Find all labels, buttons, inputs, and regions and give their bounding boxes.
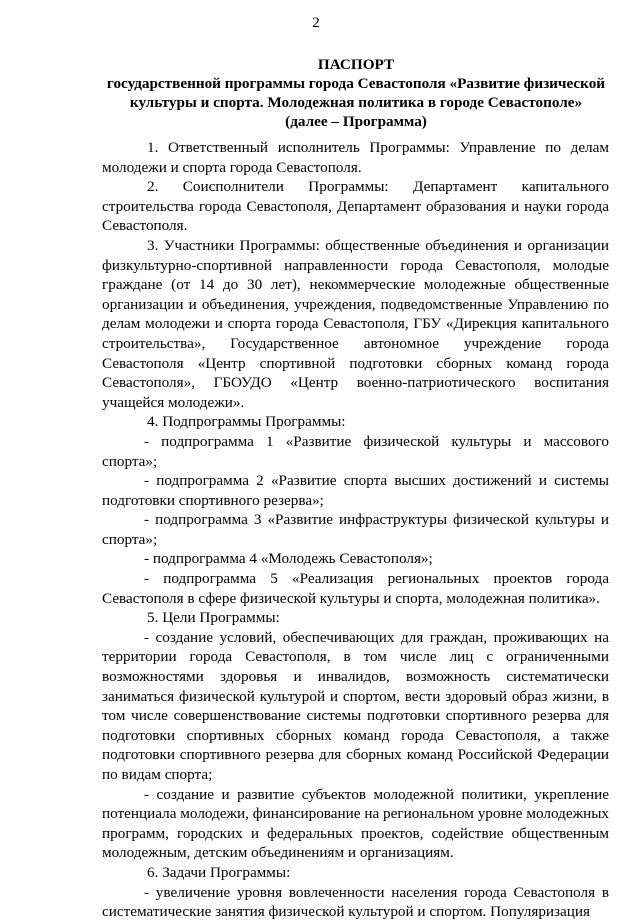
paragraph-responsible-executor: 1. Ответственный исполнитель Программы: Управление по делам молодежи и спорта города Севастополя.	[102, 139, 609, 176]
page-number: 2	[312, 15, 320, 31]
document-body	[102, 138, 609, 922]
title-line-2: государственной программы города Севастополя «Развитие физической	[106, 75, 606, 92]
paragraph-goals-heading: 5. Цели Программы:	[147, 609, 280, 627]
list-item-goal-1: - создание условий, обеспечивающих для граждан, проживающих на территории города Севастополя, в том числе лиц с ограниченными возможностями здоровья и инвалидов, возможность систематически заниматься физической культурой и спортом, вести здоровый образ жизни, в том числе совершенствование системы подготовки спортивного резерва для подготовки спортивных сборных команд города Севастополя, а также подготовки спортивного резерва для сборных команд Российской Федерации по видам спорта;	[102, 628, 609, 783]
list-item-subprogram-3: - подпрограмма 3 «Развитие инфраструктуры физической культуры и спорта»;	[102, 511, 609, 548]
list-item-subprogram-2: - подпрограмма 2 «Развитие спорта высших достижений и системы подготовки спортивного резерва»;	[102, 472, 609, 509]
list-item-task-1: - увеличение уровня вовлеченности населения города Севастополя в систематические занятия физической культурой и спортом. Популяризация	[102, 883, 609, 921]
list-item-subprogram-5: - подпрограмма 5 «Реализация региональных проектов города Севастополя в сфере физической культуры и спорта, молодежная политика».	[102, 570, 609, 607]
title-line-1: ПАСПОРТ	[317, 56, 395, 73]
list-item-subprogram-1: - подпрограмма 1 «Развитие физической культуры и массового спорта»;	[102, 432, 609, 470]
list-item-goal-2: - создание и развитие субъектов молодежной политики, укрепление потенциала молодежи, финансирование на региональном уровне молодежных программ, городских и федеральных проектов, содействие общественным молодежным, детским объединениям и организациям.	[102, 785, 609, 862]
title-line-3: культуры и спорта. Молодежная политика в городе Севастополе»	[129, 94, 583, 111]
paragraph-co-executors: 2. Соисполнители Программы: Департамент капитального строительства города Севастополя, Департамент образования и науки города Севастополя.	[102, 178, 609, 235]
paragraph-tasks-heading: 6. Задачи Программы:	[147, 863, 291, 881]
paragraph-subprograms-heading: 4. Подпрограммы Программы:	[147, 413, 346, 431]
document-title	[100, 55, 612, 131]
list-item-subprogram-4: - подпрограмма 4 «Молодежь Севастополя»;	[144, 550, 433, 568]
paragraph-participants: 3. Участники Программы: общественные объединения и организации физкультурно-спортивной направленности города Севастополя, молодые граждане (от 14 до 30 лет), некоммерческие молодежные общественные организации и объединения, учреждения, подведомственные Управлению по делам молодежи и спорта города Севастополя, ГБУ «Дирекция капитального строительства», Государственное автономное учреждение города Севастополя «Центр спортивной подготовки сборных команд города Севастополя», ГБОУДО «Центр военно-патриотического воспитания учащейся молодежи».	[102, 236, 609, 411]
title-line-4: (далее – Программа)	[285, 113, 427, 130]
